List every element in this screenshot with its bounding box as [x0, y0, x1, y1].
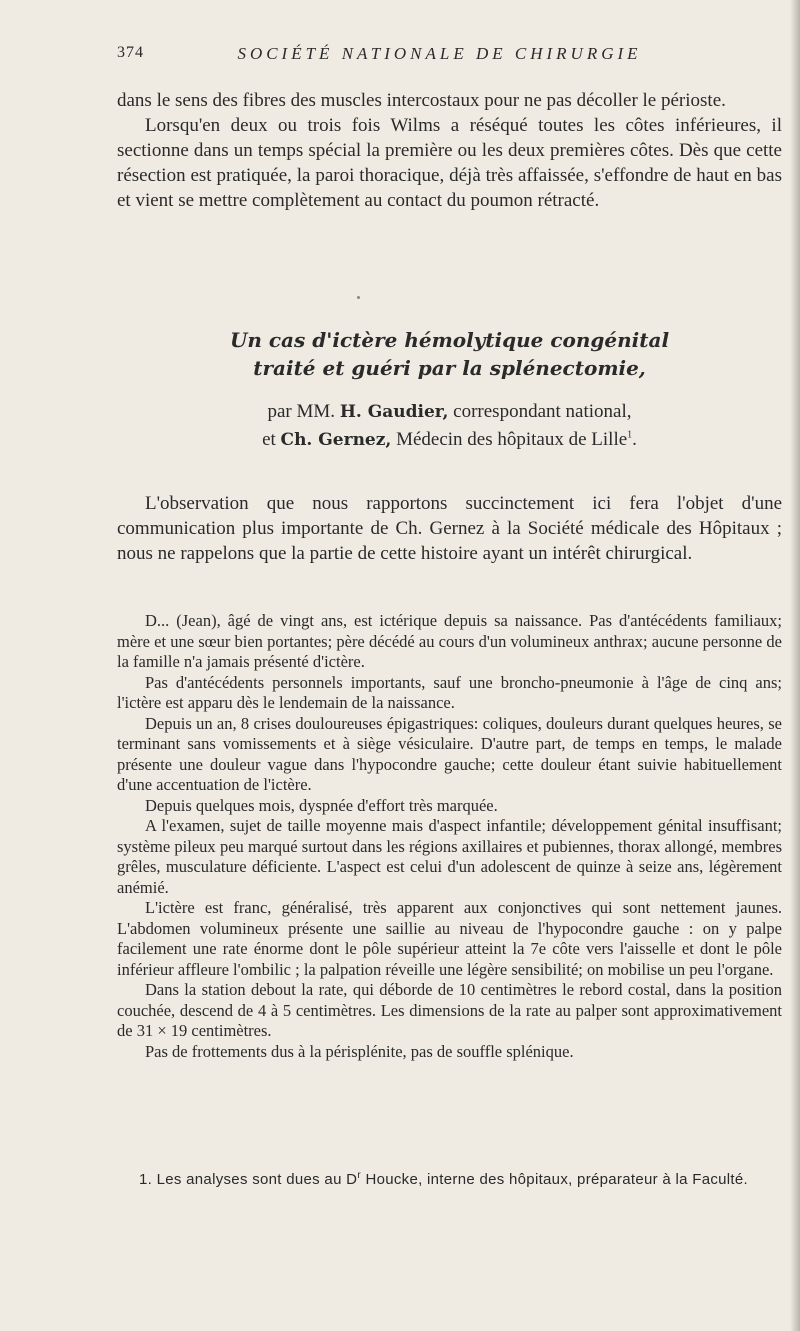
authors-conjunction: et [262, 429, 276, 450]
author-gaudier: H. Gaudier, [339, 402, 449, 422]
page-number: 374 [117, 44, 144, 61]
page-header [117, 44, 782, 68]
observation-paragraph: L'observation que nous rapportons succinctement ici fera l'objet d'une communication plus importante de Ch. Gernez à la Société médicale des Hôpitaux ; nous ne rappelons que la partie de cette histoire ayant un intérêt chirurgical. [117, 493, 782, 564]
speck [357, 296, 360, 299]
footnote-reference: 1 [627, 429, 633, 441]
case-paragraph-spleen: Dans la station debout la rate, qui déborde de 10 centimètres le rebord costal, dans la position couchée, descend de 4 à 5 centimètres. Les dimensions de la rate au palper sont approximativement de 31 × 19 centimètres. [117, 980, 782, 1040]
case-paragraph-exam: A l'examen, sujet de taille moyenne mais d'aspect infantile; développement génital insuffisant; système pileux peu marqué surtout dans les régions axillaires et pubiennes, thorax allongé, membres grêles, musculature déficiente. L'aspect est celui d'un adolescent de quinze à seize ans, légèrement anémié. [117, 816, 782, 897]
observation-text [117, 491, 782, 566]
author-gernez: Ch. Gernez, [280, 430, 392, 450]
intro-paragraph-2: Lorsqu'en deux ou trois fois Wilms a réséqué toutes les côtes inférieures, il sectionne dans un temps spécial la première ou les deux premières côtes. Dès que cette résection est pratiquée, la paroi thoracique, déjà très affaissée, s'effondre de haut en bas et vient se mettre complètement au contact du poumon rétracté. [117, 115, 782, 211]
article-title-line-2: traité et guéri par la splénectomie, [253, 356, 646, 380]
case-paragraph-crises: Depuis un an, 8 crises douloureuses épigastriques: coliques, douleurs durant quelques heures, se terminant sans vomissements et à siège vésiculaire. D'autre part, de temps en temps, le malade présente une douleur vague dans l'hypocondre gauche; cette douleur étant suivie habituellement d'une accentuation de l'ictère. [117, 713, 782, 794]
page-edge-shadow [790, 0, 800, 1331]
case-paragraph-icterus: L'ictère est franc, généralisé, très apparent aux conjonctives qui sont nettement jaunes. L'abdomen volumineux présente une saillie au niveau de l'hypocondre gauche : on y palpe facilement une rate énorme dont le pôle supérieur atteint la 7e côte vers l'aisselle et dont le pôle inférieur affleure l'ombilic ; la palpation réveille une légère sensibilité; on mobilise un peu l'organe. [117, 898, 782, 979]
authors-line-1 [117, 398, 782, 426]
footnote-sup: r [357, 1170, 361, 1181]
case-paragraph-friction: Pas de frottements dus à la périsplénite, pas de souffle splénique. [145, 1041, 574, 1061]
footnote-text-pre: Les analyses sont dues au D [156, 1171, 358, 1188]
article-authors [117, 398, 782, 454]
article-title [117, 326, 782, 382]
case-paragraph-dyspnea: Depuis quelques mois, dyspnée d'effort très marquée. [145, 795, 498, 815]
authors-prefix: par MM. [267, 401, 336, 422]
intro-text [117, 88, 782, 213]
case-report [117, 611, 782, 1062]
case-paragraph-history: D... (Jean), âgé de vingt ans, est ictérique depuis sa naissance. Pas d'antécédents familiaux; mère et une sœur bien portantes; père décédé au cours d'un volumineux anthrax; aucune personne de la famille n'a jamais présenté d'ictère. [117, 611, 782, 671]
intro-paragraph-1: dans le sens des fibres des muscles intercostaux pour ne pas décoller le périoste. [117, 90, 726, 111]
author-gernez-role: Médecin des hôpitaux de Lille [396, 429, 628, 450]
author-gaudier-role: correspondant national, [453, 401, 632, 422]
footnote-text-post: Houcke, interne des hôpitaux, préparateur à la Faculté. [365, 1171, 748, 1188]
footnote-mark: 1. [139, 1171, 153, 1188]
footnote [117, 1170, 787, 1190]
authors-line-2 [117, 426, 782, 454]
case-paragraph-personal: Pas d'antécédents personnels importants, sauf une broncho-pneumonie à l'âge de cinq ans; l'ictère est apparu dès le lendemain de la naissance. [117, 672, 782, 712]
running-head: SOCIÉTÉ NATIONALE DE CHIRURGIE [237, 44, 642, 63]
article-title-line-1: Un cas d'ictère hémolytique congénital [229, 328, 670, 352]
authors-end: . [632, 429, 637, 450]
